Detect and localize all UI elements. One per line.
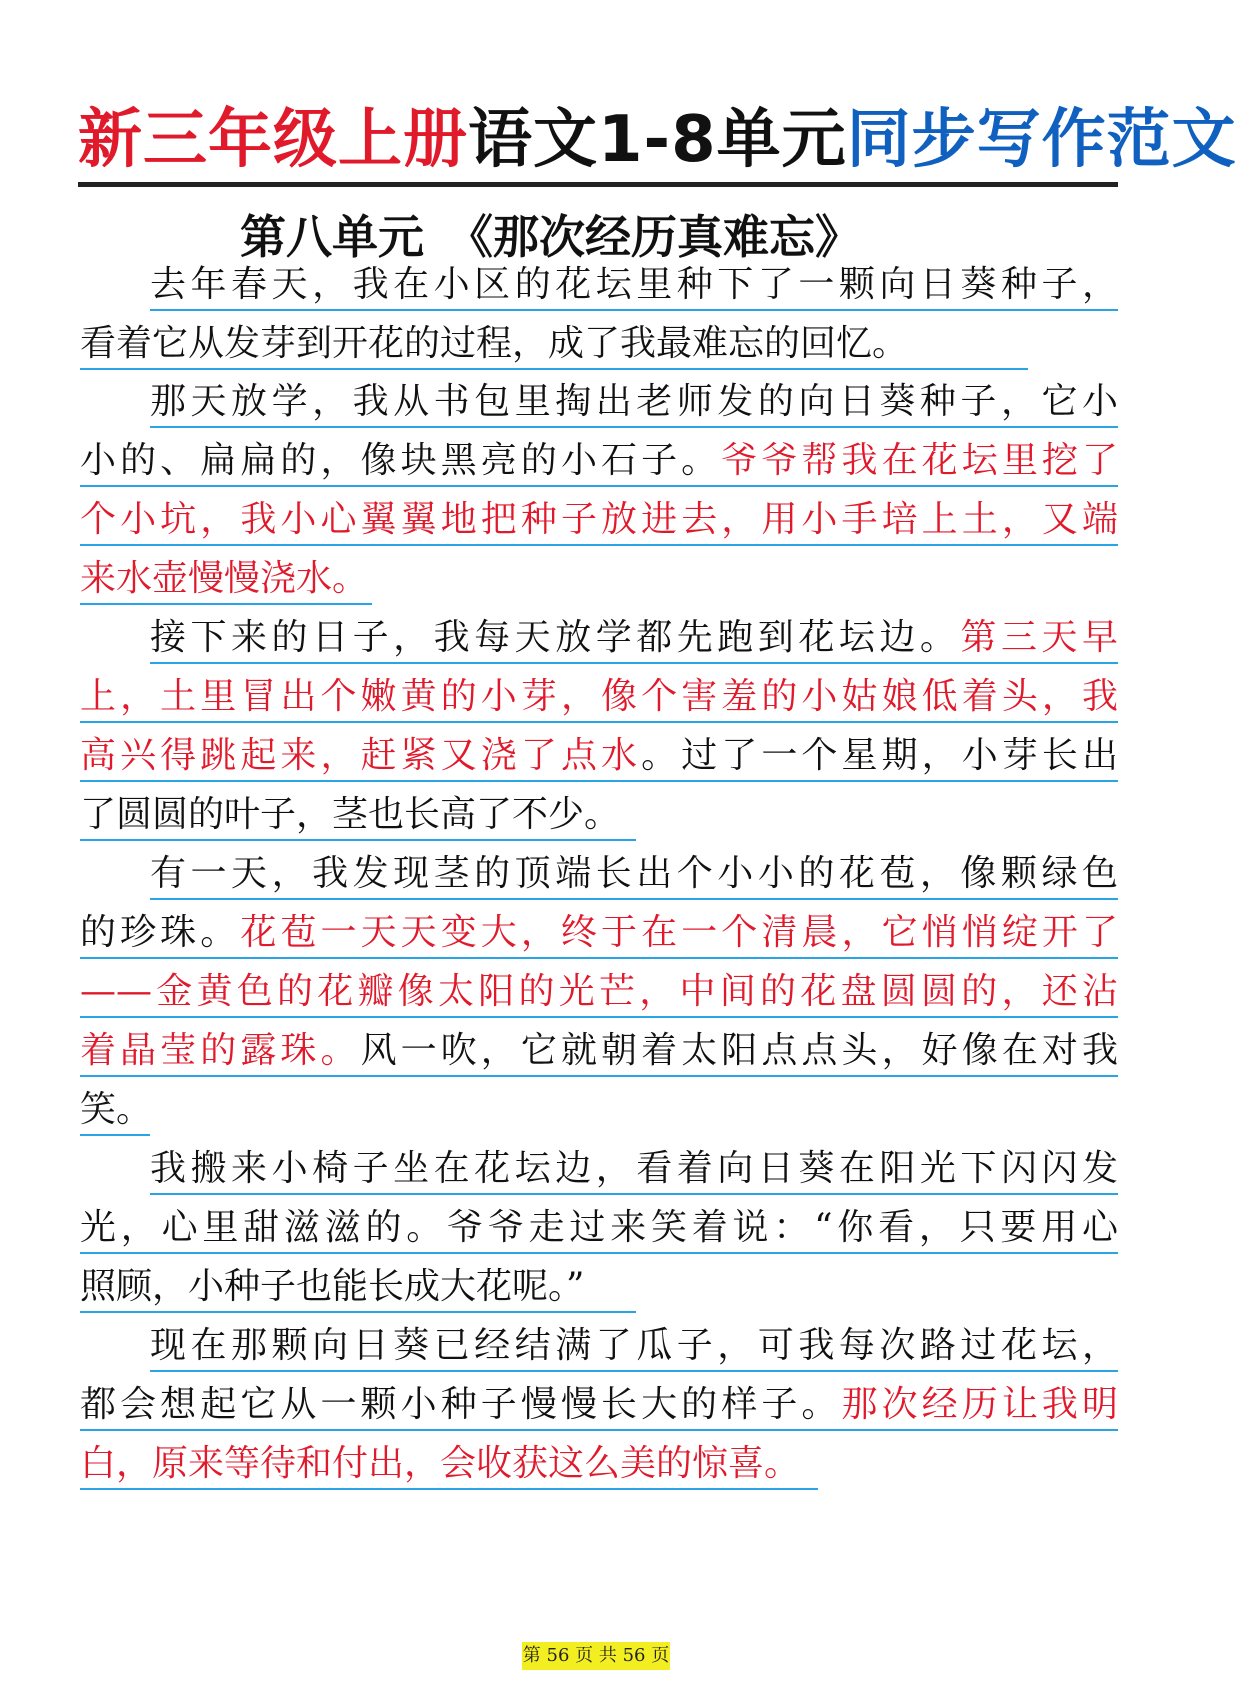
essay-line [80,730,1118,782]
body-text: 我搬来小椅子坐在花坛边，看着向日葵在阳光下闪闪发 [150,1148,1118,1189]
essay-line [80,966,1118,1018]
essay-line [80,1202,1118,1254]
header-part-grade: 新三年级上册 [78,103,468,177]
header-underline [78,182,1118,187]
page-header-title [78,100,1237,180]
essay-line [80,1438,818,1490]
essay-line [80,553,372,605]
essay-line [80,435,1118,487]
highlighted-text: 白，原来等待和付出，会收获这么美的惊喜。 [80,1443,801,1484]
body-text: 了圆圆的叶子，茎也长高了不少。 [80,794,621,835]
essay-line [80,1261,636,1313]
highlighted-text: 花苞一天天变大，终于在一个清晨，它悄悄绽开了 [240,912,1118,953]
body-text: 那天放学，我从书包里掏出老师发的向日葵种子，它小 [150,381,1118,422]
body-text: 有一天，我发现茎的顶端长出个小小的花苞，像颗绿色 [150,853,1118,894]
body-text: 光，心里甜滋滋的。爷爷走过来笑着说：“你看，只要用心 [80,1207,1118,1248]
body-text: 风一吹，它就朝着太阳点点头，好像在对我 [360,1030,1118,1071]
body-text: 接下来的日子，我每天放学都先跑到花坛边。 [150,617,961,658]
essay-line [150,1320,1118,1372]
highlighted-text: 上，土里冒出个嫩黄的小芽，像个害羞的小姑娘低着头，我 [80,676,1118,717]
essay-line [80,671,1118,723]
essay-line [80,494,1118,546]
body-text: 都会想起它从一颗小种子慢慢长大的样子。 [80,1384,842,1425]
page-number-footer: 第 56 页 共 56 页 [522,1642,670,1670]
header-part-subject: 语文1-8单元 [468,103,847,177]
highlighted-text: 那次经历让我明 [841,1384,1118,1425]
essay-line [80,1025,1118,1077]
essay-line [150,612,1118,664]
highlighted-text: 高兴得跳起来，赶紧又浇了点水 [80,735,642,776]
essay-line [80,1379,1118,1431]
header-part-topic: 同步写作范文 [846,103,1237,177]
highlighted-text: ——金黄色的花瓣像太阳的光芒，中间的花盘圆圆的，还沾 [80,971,1118,1012]
essay-line [80,318,1028,370]
body-text: 小的、扁扁的，像块黑亮的小石子。 [80,440,722,481]
essay-line [80,1084,153,1136]
essay-line [150,259,1118,311]
body-text: 笑。 [80,1089,153,1130]
body-text: 的珍珠。 [80,912,241,953]
body-text: 照顾，小种子也能长成大花呢。” [80,1266,585,1307]
essay-line [80,907,1118,959]
body-text: 看着它从发芽到开花的过程，成了我最难忘的回忆。 [80,323,909,364]
highlighted-text: 个小坑，我小心翼翼地把种子放进去，用小手培上土，又端 [80,499,1118,540]
highlighted-text: 来水壶慢慢浇水。 [80,558,369,599]
essay-line [150,1143,1118,1195]
highlighted-text: 爷爷帮我在花坛里挖了 [721,440,1118,481]
body-text: 去年春天，我在小区的花坛里种下了一颗向日葵种子， [150,264,1118,305]
essay-line [150,376,1118,428]
unit-title: 第八单元 《那次经历真难忘》 [240,210,861,264]
body-text: 。过了一个星期，小芽长出 [641,735,1118,776]
essay-line [80,789,636,841]
essay-line [150,848,1118,900]
body-text: 现在那颗向日葵已经结满了瓜子，可我每次路过花坛， [150,1325,1118,1366]
highlighted-text: 着晶莹的露珠。 [80,1030,361,1071]
highlighted-text: 第三天早 [960,617,1118,658]
